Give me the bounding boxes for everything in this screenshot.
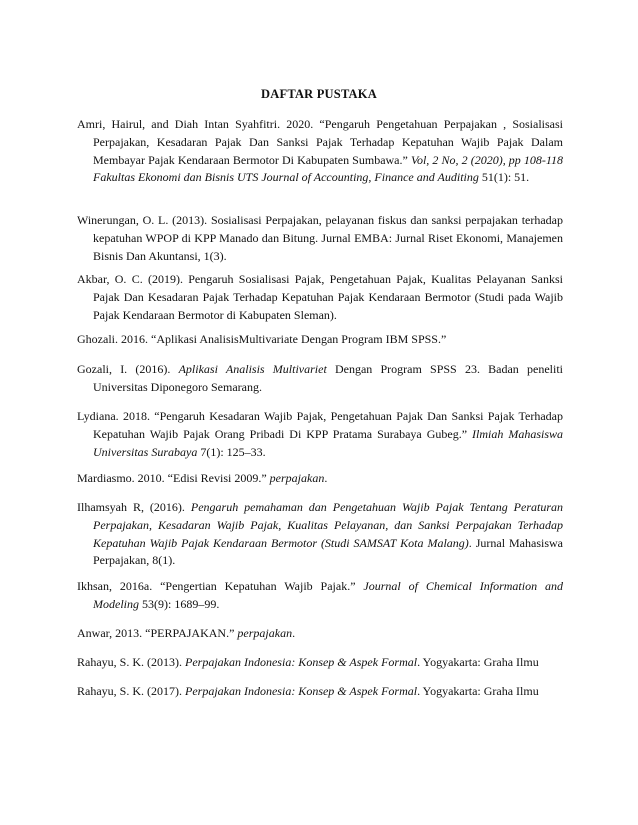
reference-entry: Ikhsan, 2016a. “Pengertian Kepatuhan Wajib Pajak.” Journal of Chemical Information and Modeling 53(9): 1689–99. — [77, 579, 563, 611]
page-title: DAFTAR PUSTAKA — [261, 87, 377, 101]
reference-entry: Lydiana. 2018. “Pengaruh Kesadaran Wajib Pajak, Pengetahuan Pajak Dan Sanksi Pajak Terhadap Kepatuhan Wajib Pajak Orang Pribadi Di KPP Pratama Surabaya Gubeg.” Ilmiah Mahasiswa Universitas Surabaya 7(1): 125–33. — [77, 409, 563, 459]
reference-entry: Ghozali. 2016. “Aplikasi AnalisisMultivariate Dengan Program IBM SPSS.” — [77, 332, 447, 346]
reference-entry: Amri, Hairul, and Diah Intan Syahfitri. 2020. “Pengaruh Pengetahuan Perpajakan , Sosialisasi Perpajakan, Kesadaran Pajak Dan Sanksi Pajak Terhadap Kepatuhan Wajib Pajak Dalam Membayar Pajak Kendaraan Bermotor Di Kabupaten Sumbawa.” Vol, 2 No, 2 (2020), pp 108-118 Fakultas Ekonomi dan Bisnis UTS Journal of Accounting, Finance and Auditing 51(1): 51. — [77, 117, 564, 185]
reference-entry: Rahayu, S. K. (2013). Perpajakan Indonesia: Konsep & Aspek Formal. Yogyakarta: Graha Ilmu — [77, 655, 539, 669]
reference-entry: Gozali, I. (2016). Aplikasi Analisis Multivariet Dengan Program SPSS 23. Badan peneliti Universitas Diponegoro Semarang. — [77, 362, 563, 394]
reference-entry: Winerungan, O. L. (2013). Sosialisasi Perpajakan, pelayanan fiskus dan sanksi perpajakan terhadap kepatuhan WPOP di KPP Manado dan Bitung. Jurnal EMBA: Jurnal Riset Ekonomi, Manajemen Bisnis Dan Akuntansi, 1(3). — [77, 213, 563, 263]
reference-entry: Akbar, O. C. (2019). Pengaruh Sosialisasi Pajak, Pengetahuan Pajak, Kualitas Pelayanan Sanksi Pajak Dan Kesadaran Pajak Terhadap Kepatuhan Pajak Kendaraan Bermotor (Studi pada Wajib Pajak Kendaraan Bermotor di Kabupaten Sleman). — [77, 272, 563, 322]
reference-entry: Anwar, 2013. “PERPAJAKAN.” perpajakan. — [77, 626, 296, 640]
reference-entry: Ilhamsyah R, (2016). Pengaruh pemahaman dan Pengetahuan Wajib Pajak Tentang Peraturan Perpajakan, Kesadaran Wajib Pajak, Kualitas Pelayanan, dan Sanksi Perpajakan Terhadap Kepatuhan Wajib Pajak Kendaraan Bermotor (Studi SAMSAT Kota Malang). Jurnal Mahasiswa Perpajakan, 8(1). — [77, 500, 564, 568]
reference-entry: Mardiasmo. 2010. “Edisi Revisi 2009.” perpajakan. — [77, 471, 328, 485]
reference-entry: Rahayu, S. K. (2017). Perpajakan Indonesia: Konsep & Aspek Formal. Yogyakarta: Graha Ilmu — [77, 684, 539, 698]
